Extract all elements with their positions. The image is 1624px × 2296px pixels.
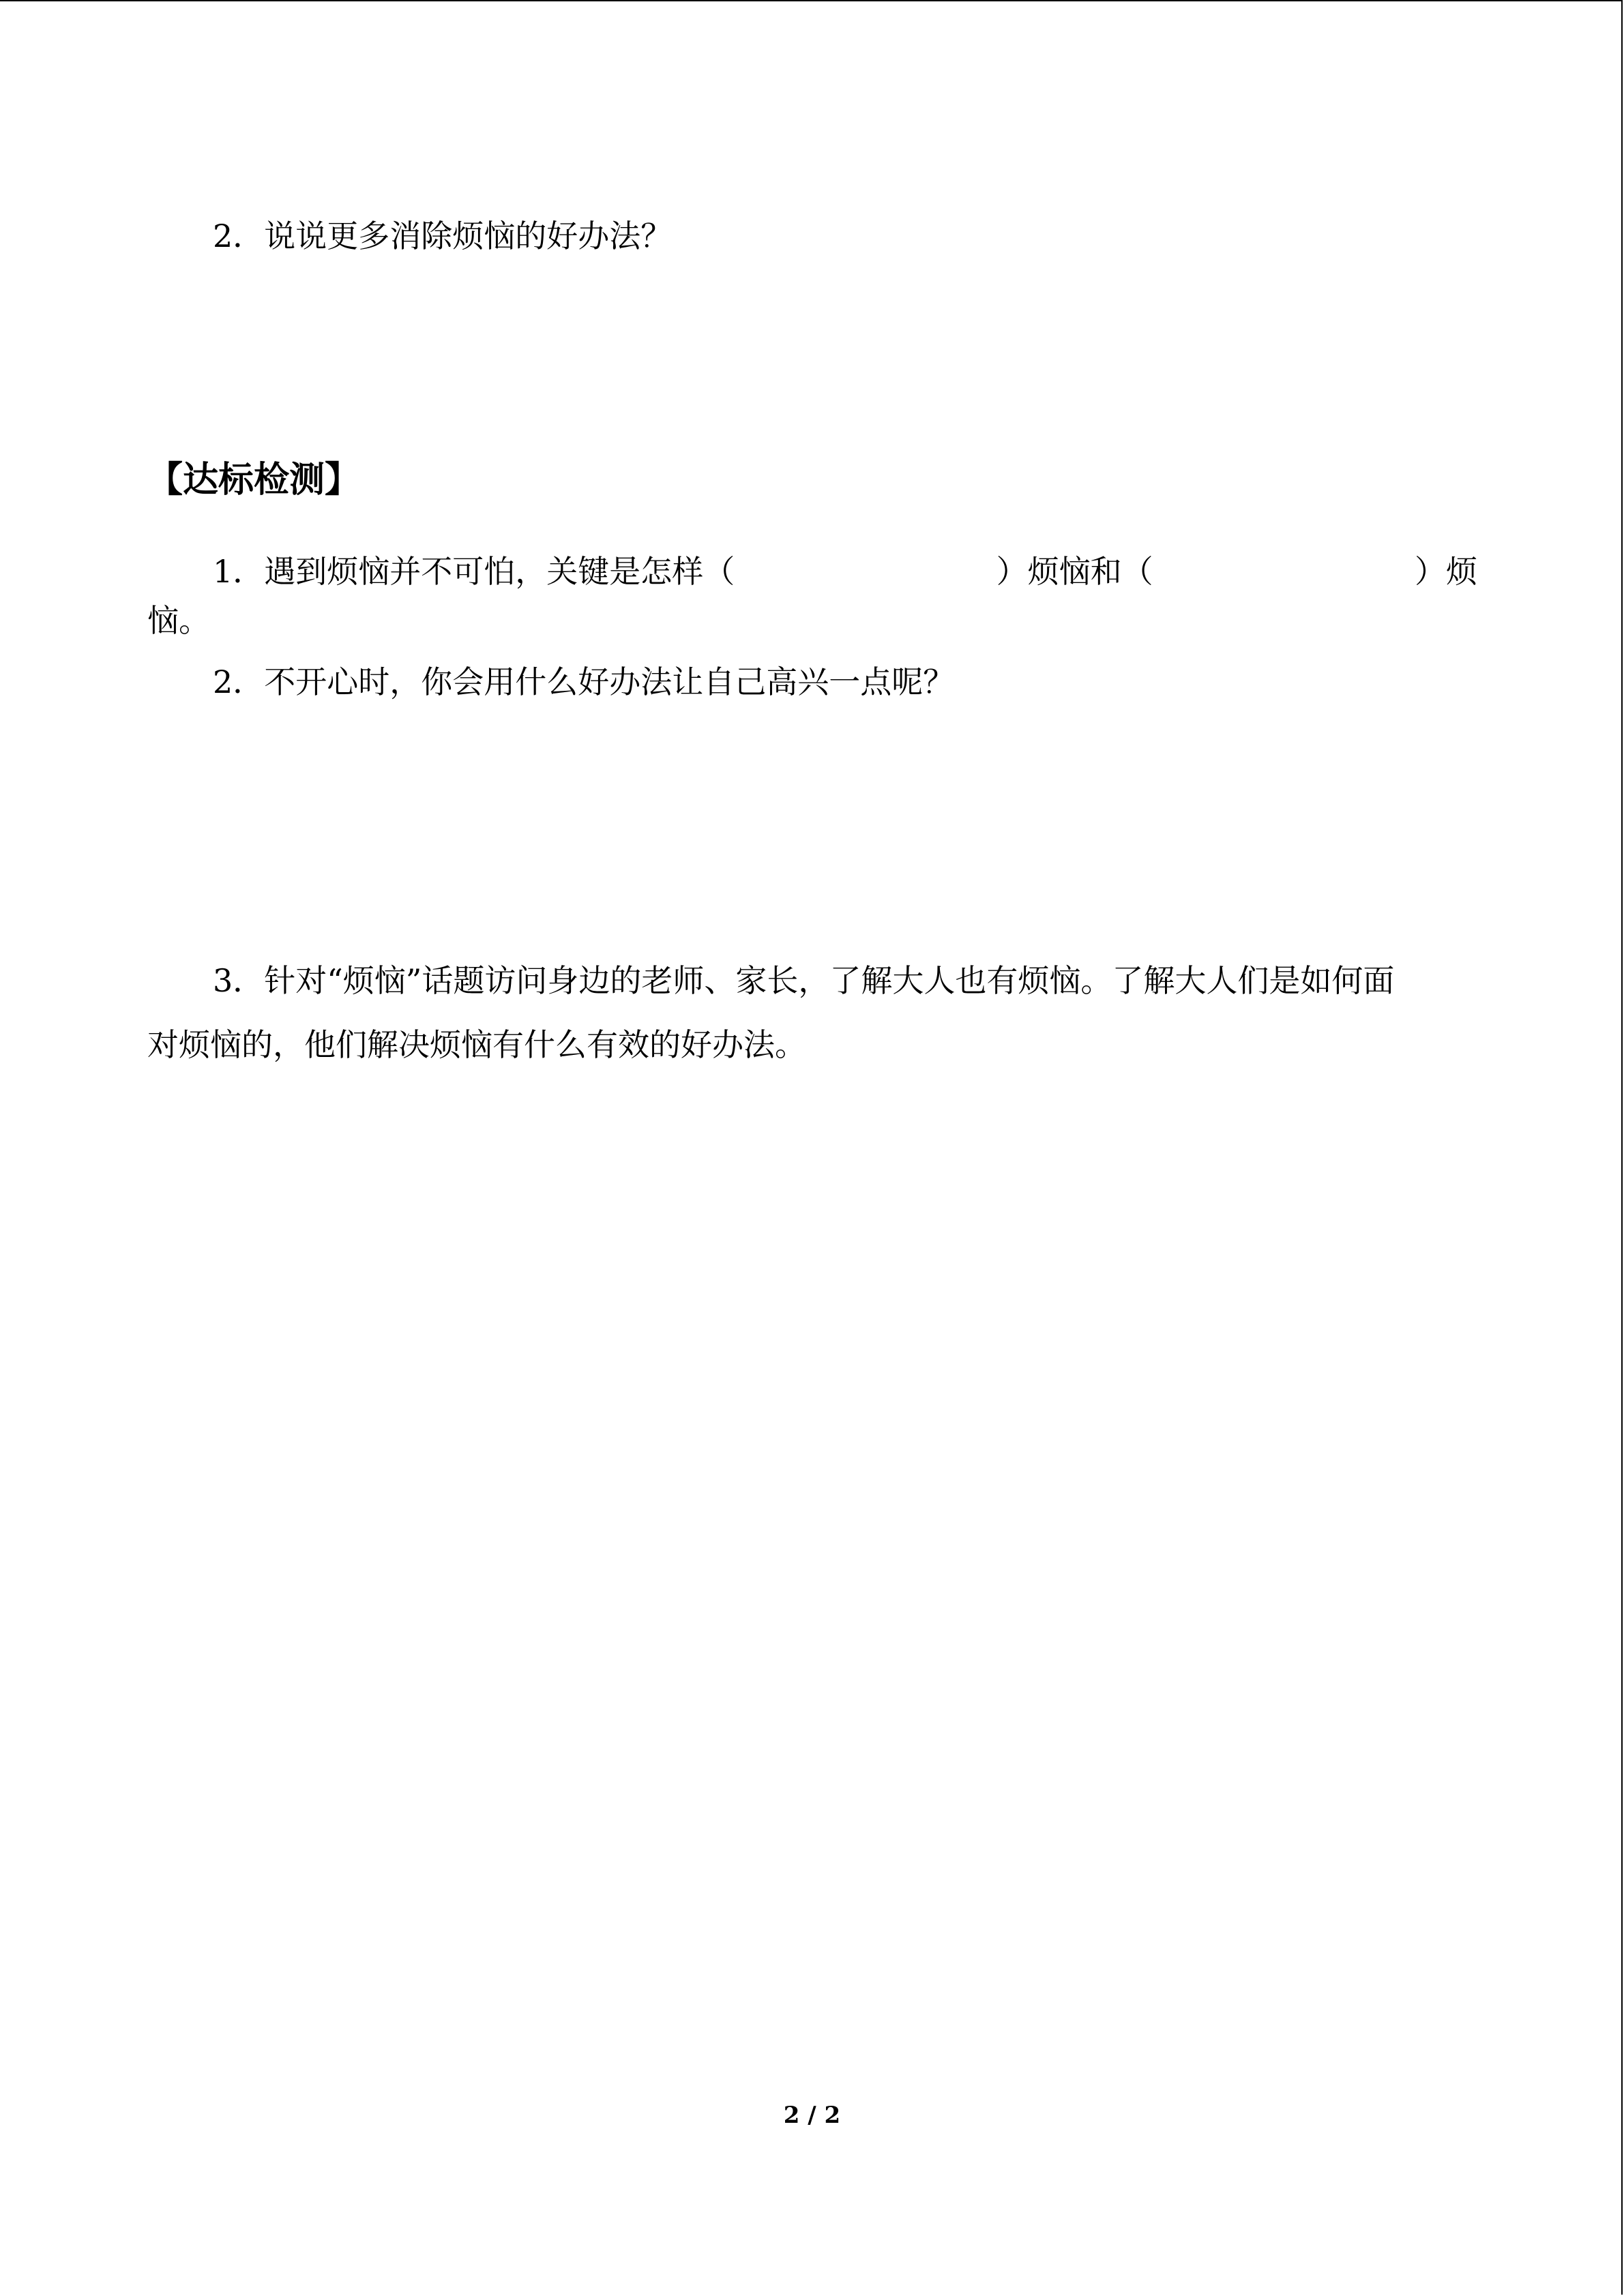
question-1 [147,541,1477,661]
question-1-part-a: 遇到烦恼并不可怕，关键是怎样（ [264,553,735,590]
question-1-line-2: 恼。 [147,602,210,639]
page-number: 2 / 2 [783,2102,841,2129]
section-heading: 【达标检测】 [147,460,361,501]
question-1-part-b: ）烦恼和（ [996,553,1153,590]
question-text: 不开心时，你会用什么好办法让自己高兴一点呢？ [264,664,955,700]
question-text: 说说更多消除烦恼的好办法？ [264,218,673,254]
question-number: 3． [213,962,265,999]
question-number: 1． [213,553,265,590]
question-3-line-2: 对烦恼的，他们解决烦恼有什么有效的好办法。 [147,1026,806,1063]
question-2 [213,663,954,701]
question-3-line-1 [213,961,1394,1000]
question-text: 针对“烦恼”话题访问身边的老师、家长，了解大人也有烦恼。了解大人们是如何面 [264,962,1395,999]
question-number: 2． [213,664,265,700]
question-number: 2． [213,218,265,254]
question-2-prev [213,217,672,255]
question-1-part-c: ）烦 [1414,553,1477,590]
